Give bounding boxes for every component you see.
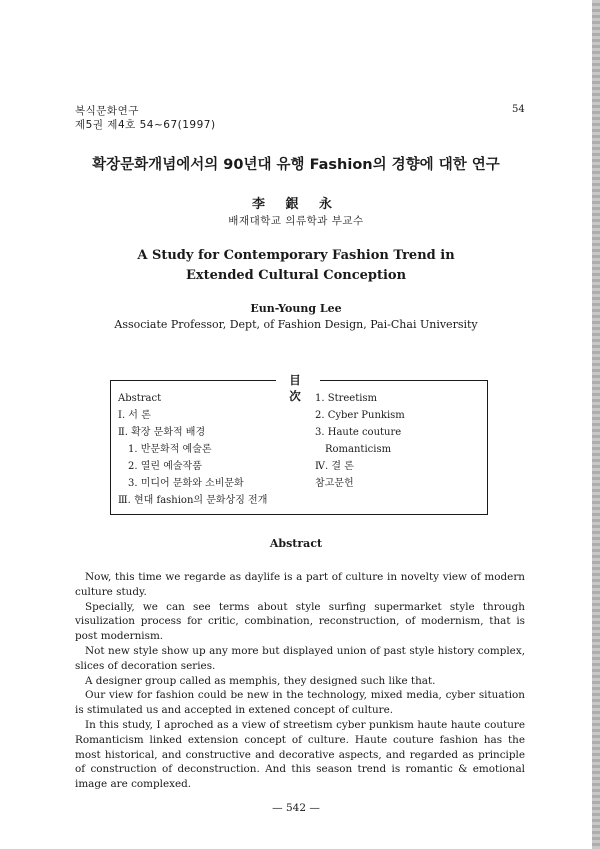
affiliation-korean: 배재대학교 의류학과 부교수 bbox=[228, 215, 364, 227]
abstract-body bbox=[75, 570, 525, 792]
toc-item: 1. Streetism bbox=[315, 393, 378, 404]
toc-item: 3. Haute couture bbox=[315, 427, 402, 438]
toc-left-column bbox=[118, 390, 267, 509]
toc-item: Ⅳ. 결 론 bbox=[315, 461, 354, 472]
abstract-heading: Abstract bbox=[269, 537, 323, 550]
toc-item: 2. 열린 예술작품 bbox=[128, 461, 202, 472]
toc-item: 3. 미디어 문화와 소비문화 bbox=[128, 478, 244, 489]
abstract-paragraph: A designer group called as memphis, they designed such like that. bbox=[85, 674, 436, 687]
title-english-line-1: A Study for Contemporary Fashion Trend in bbox=[137, 248, 455, 263]
abstract-paragraph: Our view for fashion could be new in the technology, mixed media, cyber situation is stimulated us and accepted in extened concept of culture. bbox=[75, 689, 525, 717]
author-korean: 李 銀 永 bbox=[251, 197, 341, 212]
toc-item: Ⅱ. 확장 문화적 배경 bbox=[118, 427, 206, 438]
toc-item: 참고문헌 bbox=[315, 478, 354, 489]
toc-item: Ⅰ. 서 론 bbox=[118, 410, 151, 421]
abstract-paragraph: In this study, I aproched as a view of streetism cyber punkism haute haute couture Romanticism linked extension concept of culture. Haute couture fashion has the most historical, and constructive and decorative aspects, and regarded as principle of construction of deconstruction. And this season trend is romantic & emotional image are complexed. bbox=[75, 718, 525, 791]
affiliation-english: Associate Professor, Dept, of Fashion Design, Pai-Chai University bbox=[114, 318, 478, 331]
title-korean: 확장문화개념에서의 90년대 유행 Fashion의 경향에 대한 연구 bbox=[92, 157, 500, 173]
author-english: Eun-Young Lee bbox=[250, 302, 342, 315]
toc-item: Abstract bbox=[118, 393, 162, 404]
scan-edge bbox=[592, 0, 600, 849]
journal-info bbox=[75, 104, 216, 132]
title-english bbox=[0, 246, 592, 286]
journal-volume: 제5권 제4호 54~67(1997) bbox=[75, 119, 216, 131]
toc-item: 2. Cyber Punkism bbox=[315, 410, 405, 421]
abstract-paragraph: Now, this time we regarde as daylife is a part of culture in novelty view of modern culture study. bbox=[75, 571, 525, 598]
page-number-top: 54 bbox=[512, 104, 525, 115]
toc-item: 1. 반문화적 예술론 bbox=[128, 444, 212, 455]
journal-name: 복식문화연구 bbox=[75, 105, 139, 117]
abstract-paragraph: Specially, we can see terms about style surfing supermarket style through visulization process for critic, combination, reconstruction, of modernism, that is post modernism. bbox=[75, 600, 525, 643]
toc-heading: 目 次 bbox=[276, 372, 320, 404]
toc-item: Romanticism bbox=[325, 444, 392, 455]
abstract-paragraph: Not new style show up any more but displayed union of past style history complex, slices of decoration series. bbox=[75, 644, 525, 672]
toc-right-column bbox=[315, 390, 405, 492]
toc-item: Ⅲ. 현대 fashion의 문화상징 전개 bbox=[118, 495, 268, 506]
title-english-line-2: Extended Cultural Conception bbox=[185, 268, 407, 283]
page-number-footer: — 542 — bbox=[272, 802, 320, 814]
